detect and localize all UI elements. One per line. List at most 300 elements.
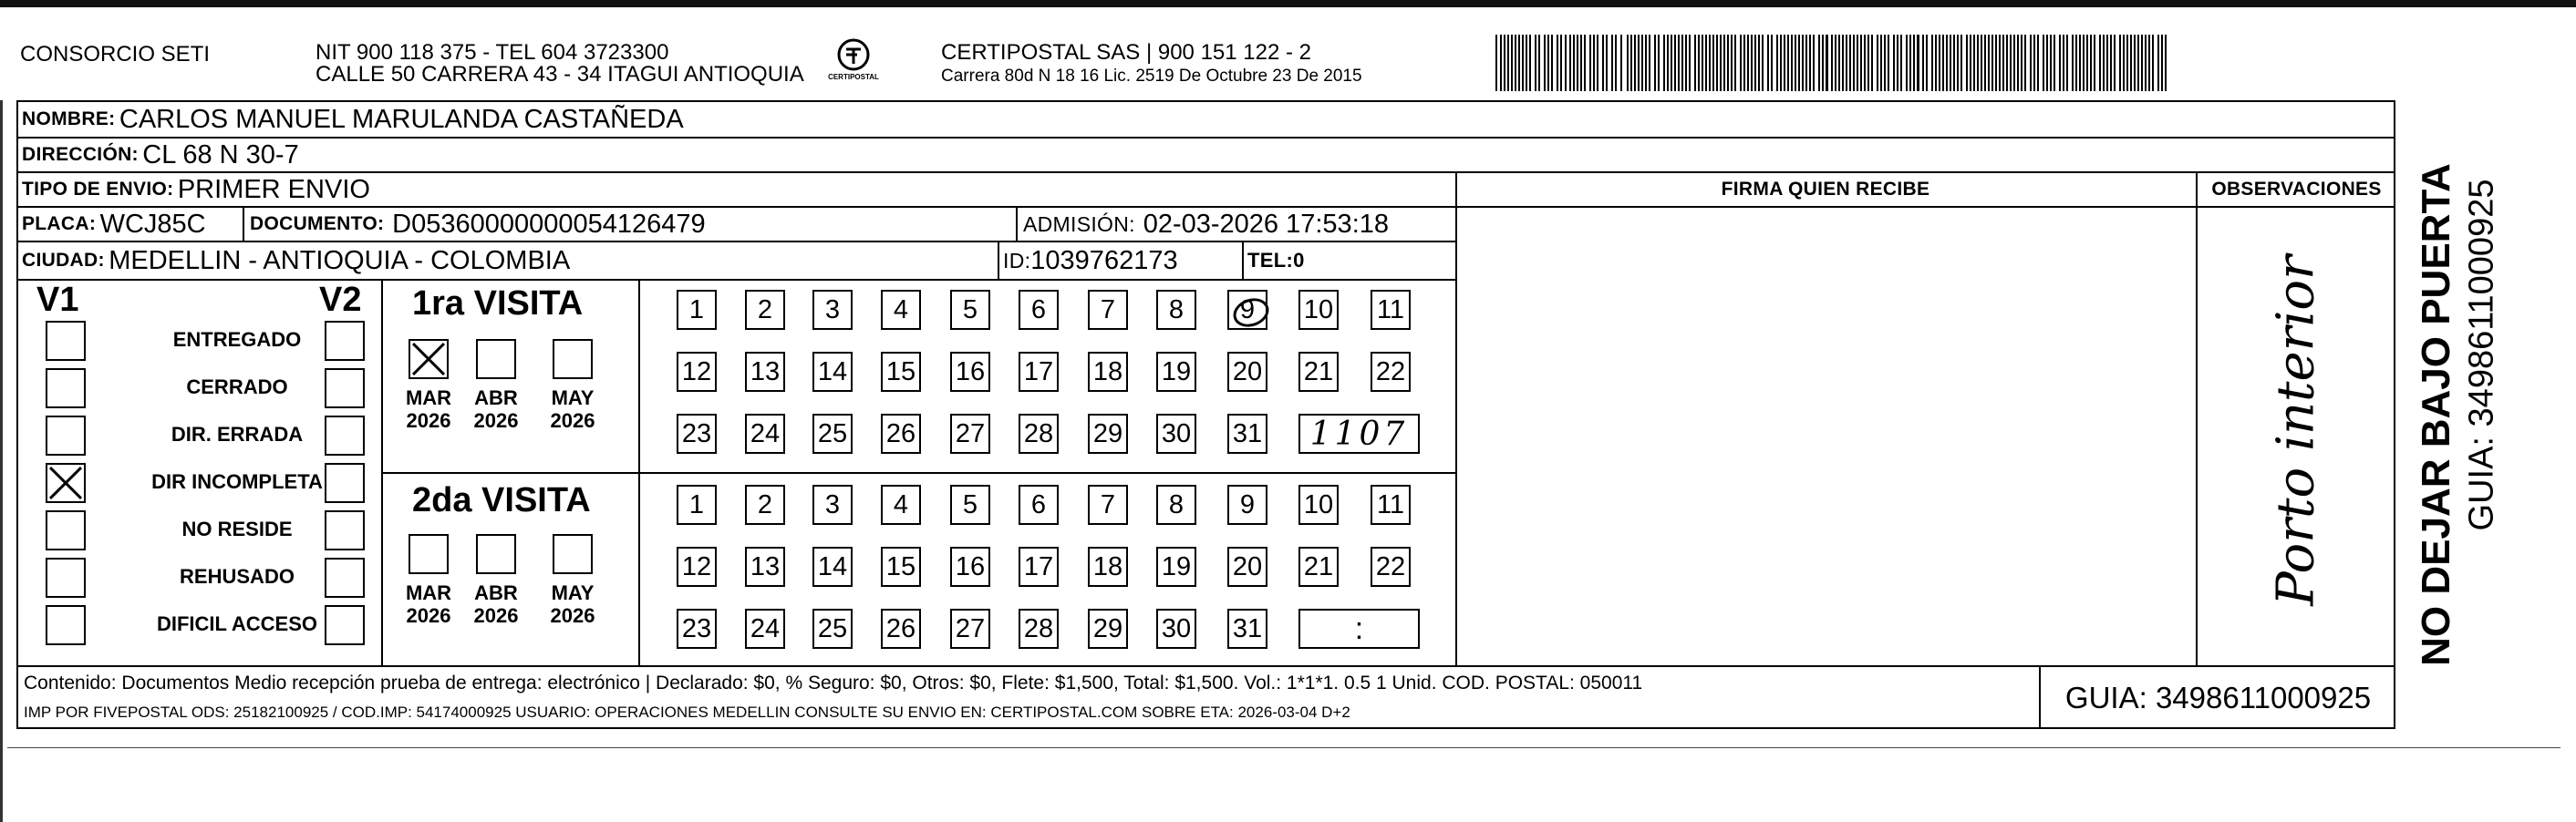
barcode-bar [1853,35,1855,91]
month-checkbox[interactable] [409,339,449,379]
day-box[interactable] [1298,485,1339,525]
barcode-bar [1831,35,1833,91]
day-box[interactable] [1371,290,1411,330]
barcode-bar [2103,35,2105,91]
barcode-bar [2017,35,2019,91]
day-box[interactable] [745,290,785,330]
barcode-bar [1942,35,1944,91]
day-box[interactable] [1227,485,1267,525]
row-line [381,472,1455,474]
barcode-bar [1747,35,1749,91]
month-name: MAY [551,386,595,409]
time-box[interactable] [1298,414,1420,454]
admision-row [1023,208,1389,241]
barcode-bar [2090,35,2092,91]
barcode-bar [1734,35,1736,91]
barcode-bar [1988,35,1990,91]
barcode-bar [1926,35,1928,91]
barcode-bar [1720,35,1722,91]
barcode-bar [1712,35,1714,91]
documento-row [250,208,706,241]
day-number: 26 [885,613,916,643]
day-box[interactable] [1156,290,1196,330]
barcode-bar [1917,35,1919,91]
month-name: MAR [405,581,452,604]
barcode-bar [2021,35,2023,91]
barcode-bar [1780,35,1782,91]
barcode-bar [1897,35,1898,91]
barcode-bar [1939,35,1940,91]
id-value: 1039762173 [1030,245,1178,275]
barcode-bar [1826,35,1828,91]
row-line [16,279,1455,281]
barcode-bar [1654,35,1656,91]
status-label: NO RESIDE [181,518,293,540]
barcode-bar [1658,35,1660,91]
day-box[interactable] [1156,609,1196,649]
documento-label: DOCUMENTO: [250,213,385,234]
day-number: 7 [1100,489,1116,519]
day-box[interactable] [1371,352,1411,392]
barcode-bar [1913,35,1915,91]
barcode-bar [1813,35,1815,91]
barcode-bar [2099,35,2101,91]
top-border [0,0,2576,7]
barcode-bar [1888,35,1889,91]
side-guia: GUIA: 3498611000925 [2462,179,2501,531]
status-label: DIR. ERRADA [171,423,304,446]
month-year: 2026 [473,409,519,432]
barcode-bar [2152,35,2154,91]
v1-label: V1 [36,281,79,319]
nombre-row [22,102,684,137]
barcode-bar [2059,35,2061,91]
barcode-bar [1906,35,1908,91]
barcode-bar [2086,35,2088,91]
documento-value: D05360000000054126479 [392,209,706,239]
direccion-row [22,139,299,171]
day-box[interactable] [1298,547,1339,587]
barcode-bar [2161,35,2163,91]
v2-checkbox[interactable] [325,463,365,503]
barcode-bar [1960,35,1962,91]
v2-checkbox[interactable] [325,321,365,361]
status-label: REHUSADO [180,565,295,588]
day-box[interactable] [950,290,990,330]
barcode-bar [2130,35,2132,91]
barcode-bar [1784,35,1785,91]
barcode-bar [2134,35,2136,91]
day-number: 20 [1232,356,1263,386]
day-number: 28 [1023,418,1054,448]
col-line [243,208,244,241]
day-number: 6 [1030,294,1047,324]
day-number: 2 [757,294,773,324]
barcode-bar [1515,35,1516,91]
v2-checkbox[interactable] [325,416,365,456]
day-box[interactable] [881,609,921,649]
day-box[interactable] [677,290,717,330]
day-box[interactable] [1088,414,1128,454]
barcode-bar [1802,35,1804,91]
day-box[interactable] [950,485,990,525]
v2-checkbox[interactable] [325,510,365,550]
day-number: 21 [1303,356,1334,386]
barcode-bar [1871,35,1873,91]
barcode-bar [1538,35,1540,91]
barcode-bar [1740,35,1742,91]
barcode-bar [1787,35,1789,91]
v2-label: V2 [319,281,362,319]
barcode-bar [2033,35,2035,91]
barcode-bar [1867,35,1869,91]
placa-label: PLACA: [22,213,97,234]
barcode-bar [1526,35,1527,91]
direccion-label: DIRECCIÓN: [22,144,139,165]
barcode-bar [1970,35,1971,91]
day-number: 19 [1161,551,1192,581]
day-box[interactable] [1088,609,1128,649]
day-number: 18 [1092,551,1123,581]
barcode-bar [1694,35,1696,91]
tel-value: 0 [1293,249,1305,272]
day-box[interactable] [1088,290,1128,330]
barcode-bar [2002,35,2004,91]
barcode-bar [1880,35,1882,91]
barcode-bar [2013,35,2015,91]
barcode-bar [1602,35,1604,91]
barcode-bar [1957,35,1959,91]
barcode-bar [2010,35,2012,91]
day-box[interactable] [745,352,785,392]
barcode-bar [1795,35,1796,91]
barcode-bar [1649,35,1650,91]
barcode-bar [1709,35,1711,91]
admision-value: 02-03-2026 17:53:18 [1143,209,1390,239]
day-box[interactable] [1019,485,1059,525]
col-line [998,242,999,279]
barcode-bar [1522,35,1524,91]
day-box[interactable] [1227,414,1267,454]
day-number: 1 [688,489,705,519]
barcode-bar [2046,35,2048,91]
day-number: 6 [1030,489,1047,519]
day-box[interactable] [1156,414,1196,454]
barcode-bar [2037,35,2039,91]
day-box[interactable] [745,547,785,587]
month-year: 2026 [406,409,451,432]
v2-checkbox[interactable] [325,558,365,598]
barcode-bar [1577,35,1578,91]
barcode-bar [1884,35,1886,91]
day-box[interactable] [677,414,717,454]
company-name: CONSORCIO SETI [20,42,211,67]
day-box[interactable] [1298,290,1339,330]
day-number: 28 [1023,613,1054,643]
day-box[interactable] [950,547,990,587]
observaciones-label: OBSERVACIONES [2211,179,2382,200]
day-box[interactable] [812,609,853,649]
tipo-label: TIPO DE ENVIO: [22,179,174,200]
col-line [1016,208,1018,241]
day-number: 11 [1376,294,1405,324]
status-label: ENTREGADO [172,328,302,351]
day-number: 23 [681,613,712,643]
barcode-bar [1645,35,1647,91]
barcode-bar [1702,35,1703,91]
barcode-bar [2083,35,2085,91]
barcode-bar [1805,35,1807,91]
barcode-bar [2072,35,2074,91]
v1-checkbox[interactable] [46,463,86,503]
day-number: 31 [1232,418,1263,448]
barcode-bar [1627,35,1629,91]
day-box[interactable] [1371,547,1411,587]
barcode-bar [1551,35,1553,91]
day-box[interactable] [881,485,921,525]
day-number: 18 [1092,356,1123,386]
day-box[interactable] [745,414,785,454]
barcode-bar [1634,35,1636,91]
v1-checkbox[interactable] [46,605,86,645]
status-label: CERRADO [186,375,288,398]
day-number: 25 [817,613,848,643]
month-checkbox[interactable] [476,534,516,574]
barcode-bar [1698,35,1700,91]
day-number: 13 [750,356,781,386]
barcode-bar [1922,35,1924,91]
day-box[interactable] [677,352,717,392]
day-box[interactable] [1156,485,1196,525]
barcode-bar [1798,35,1800,91]
day-number: 23 [681,418,712,448]
day-box[interactable] [1019,290,1059,330]
nit-line: NIT 900 118 375 - TEL 604 3723300 [316,40,669,65]
v1-checkbox[interactable] [46,368,86,408]
barcode-bar [1544,35,1546,91]
v1-checkbox[interactable] [46,510,86,550]
barcode-bar [1860,35,1862,91]
v1-checkbox[interactable] [46,416,86,456]
barcode-bar [1565,35,1567,91]
barcode-bar [1743,35,1745,91]
firma-label: FIRMA QUIEN RECIBE [1721,179,1930,200]
day-number: 17 [1023,356,1054,386]
day-box[interactable] [1019,547,1059,587]
month-year: 2026 [473,604,519,627]
day-number: 14 [817,551,848,581]
month-name: ABR [474,581,518,604]
day-number: 3 [824,294,841,324]
day-box[interactable] [1227,547,1267,587]
time-box[interactable] [1298,609,1420,649]
month-checkbox[interactable] [553,534,593,574]
barcode-bar [1877,35,1878,91]
page-edge [0,100,3,822]
col-line [2196,171,2198,665]
barcode-bar [1638,35,1640,91]
barcode-bar [2063,35,2064,91]
page-edge [7,747,2560,748]
day-number: 14 [817,356,848,386]
status-label: DIFICIL ACCESO [156,612,317,635]
day-box[interactable] [1227,352,1267,392]
footer-imp-line: IMP POR FIVEPOSTAL ODS: 25182100925 / COD.IMP: 54174000925 USUARIO: OPERACIONES MEDELLIN CONSULTE SU ENVIO EN: CERTIPOSTAL.COM SOBRE ETA: 2026-03-04 D+2 [24,704,1350,721]
tel-row [1247,242,1305,279]
day-number: 19 [1161,356,1192,386]
month-label [541,386,605,432]
day-box[interactable] [677,547,717,587]
col-line [1242,242,1244,279]
barcode-bar [1849,35,1851,91]
month-year: 2026 [550,604,595,627]
barcode-bar [1791,35,1793,91]
v1-checkbox[interactable] [46,558,86,598]
barcode-bar [2145,35,2147,91]
day-number: 5 [962,489,978,519]
day-box[interactable] [950,609,990,649]
barcode-bar [1893,35,1895,91]
barcode-bar [1776,35,1778,91]
day-number: 22 [1375,551,1406,581]
day-box[interactable] [1019,352,1059,392]
day-box[interactable] [1019,609,1059,649]
nombre-label: NOMBRE: [22,108,116,129]
barcode-bar [2006,35,2008,91]
day-box[interactable] [950,352,990,392]
col-line [638,279,640,665]
day-mark [1229,293,1273,332]
month-name: ABR [474,386,518,409]
barcode-bar [2094,35,2095,91]
day-box[interactable] [1227,290,1267,330]
month-checkbox[interactable] [476,339,516,379]
day-box[interactable] [881,352,921,392]
v1-checkbox[interactable] [46,321,86,361]
visit1-title: 1ra VISITA [412,284,584,323]
day-box[interactable] [1088,547,1128,587]
day-number: 2 [757,489,773,519]
observaciones-handwriting: Porto interior [2266,255,2326,606]
barcode-bar [1674,35,1676,91]
barcode-bar [1678,35,1680,91]
month-label [541,581,605,627]
barcode-bar [2148,35,2150,91]
day-number: 1 [688,294,705,324]
day-box[interactable] [1227,609,1267,649]
barcode-bar [2043,35,2044,91]
barcode-bar [1767,35,1769,91]
day-box[interactable] [1088,485,1128,525]
barcode-bar [1754,35,1756,91]
day-number: 31 [1232,613,1263,643]
day-box[interactable] [1156,547,1196,587]
day-number: 25 [817,418,848,448]
day-box[interactable] [745,485,785,525]
barcode-bar [2114,35,2116,91]
barcode-bar [1835,35,1836,91]
id-label: ID: [1003,248,1031,272]
barcode-bar [2030,35,2032,91]
v2-checkbox[interactable] [325,368,365,408]
side-warning: NO DEJAR BAJO PUERTA [2414,163,2458,666]
day-box[interactable] [812,290,853,330]
barcode-bar [2119,35,2121,91]
barcode-bar [1615,35,1617,91]
barcode-bar [1966,35,1968,91]
barcode-bar [1500,35,1502,91]
month-checkbox[interactable] [553,339,593,379]
barcode-bar [1935,35,1937,91]
day-box[interactable] [1156,352,1196,392]
barcode-bar [1560,35,1562,91]
day-number: 30 [1161,418,1192,448]
day-number: 29 [1092,418,1123,448]
barcode-bar [1641,35,1643,91]
barcode-bar [1931,35,1933,91]
barcode [1495,35,2174,91]
month-label [464,581,528,627]
day-box[interactable] [950,414,990,454]
day-number: 24 [750,613,781,643]
day-box[interactable] [1371,485,1411,525]
day-box[interactable] [1019,414,1059,454]
v2-checkbox[interactable] [325,605,365,645]
day-box[interactable] [1088,352,1128,392]
day-box[interactable] [677,609,717,649]
barcode-bar [1762,35,1764,91]
barcode-bar [1809,35,1811,91]
barcode-bar [1535,35,1536,91]
barcode-bar [1507,35,1509,91]
barcode-bar [1818,35,1820,91]
month-name: MAR [405,386,452,409]
barcode-bar [1981,35,1982,91]
day-box[interactable] [812,547,853,587]
day-box[interactable] [812,352,853,392]
time-handwritten: 1107 [1309,415,1409,453]
barcode-bar [1977,35,1979,91]
barcode-bar [1557,35,1558,91]
id-row [1003,242,1178,279]
day-number: 15 [885,551,916,581]
day-box[interactable] [812,414,853,454]
day-box[interactable] [745,609,785,649]
barcode-bar [2141,35,2143,91]
day-number: 27 [955,418,986,448]
day-box[interactable] [881,414,921,454]
barcode-bar [1685,35,1687,91]
direccion-value: CL 68 N 30-7 [142,139,299,170]
barcode-bar [1573,35,1575,91]
address-line: CALLE 50 CARRERA 43 - 34 ITAGUI ANTIOQUIA [316,62,804,87]
day-number: 8 [1168,489,1185,519]
barcode-bar [2157,35,2159,91]
day-box[interactable] [1298,352,1339,392]
day-number: 20 [1232,551,1263,581]
day-box[interactable] [881,290,921,330]
barcode-bar [2165,35,2167,91]
day-box[interactable] [677,485,717,525]
day-box[interactable] [812,485,853,525]
day-number: 10 [1303,294,1334,324]
barcode-bar [1950,35,1951,91]
barcode-bar [1689,35,1691,91]
month-checkbox[interactable] [409,534,449,574]
barcode-bar [1758,35,1760,91]
day-box[interactable] [881,547,921,587]
barcode-bar [1589,35,1591,91]
